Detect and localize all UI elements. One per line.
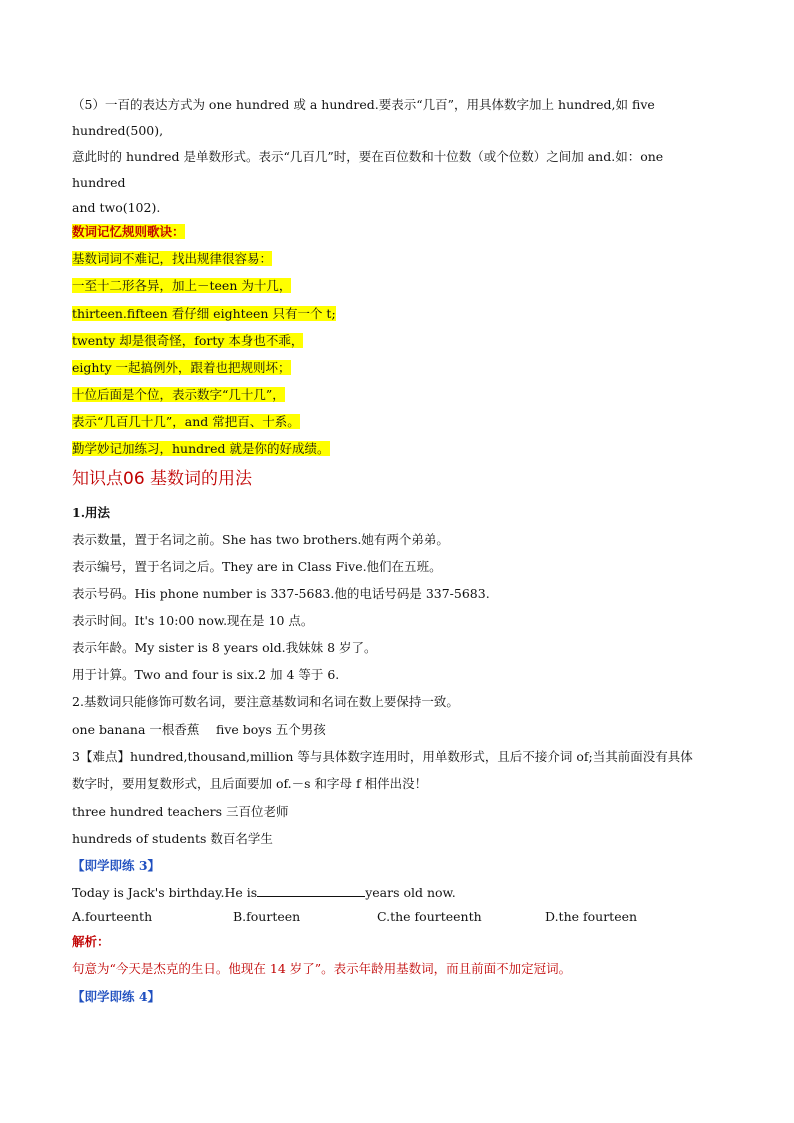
- analysis-label: 解析：: [72, 934, 110, 949]
- mnemonic-line: 一至十二形各异，加上－teen 为十几，: [72, 278, 292, 293]
- usage-rule-3-line2: 数字时，要用复数形式，且后面要加 of.－s 和字母 f 相伴出没！: [72, 776, 428, 791]
- mnemonic-line: 基数词词不难记，找出规律很容易：: [72, 251, 273, 266]
- usage-example-2a: one banana 一根香蕉: [72, 722, 200, 737]
- mnemonic-title: 数词记忆规则歌诀：: [72, 224, 185, 239]
- usage-line: 表示时间。It's 10:00 now.现在是 10 点。: [72, 613, 314, 628]
- mnemonic-line: thirteen.fifteen 看仔细 eighteen 只有一个 t;: [72, 306, 336, 321]
- mnemonic-line: 表示“几百几十几”，and 常把百、十系。: [72, 414, 300, 429]
- usage-line: 用于计算。Two and four is six.2 加 4 等于 6.: [72, 667, 340, 682]
- para5-line1: （5）一百的表达方式为 one hundred 或 a hundred.要表示“几百”，用具体数字加上 hundred,如 five: [72, 97, 655, 112]
- para5-line4: hundred: [72, 175, 126, 190]
- mnemonic-line: 十位后面是个位，表示数字“几十几”，: [72, 387, 285, 402]
- analysis-text: 句意为“今天是杰克的生日。他现在 14 岁了”。表示年龄用基数词，而且前面不加定冠词。: [72, 961, 572, 976]
- mnemonic-line: eighty 一起搞例外，跟着也把规则坏；: [72, 360, 291, 375]
- section-title: 知识点06 基数词的用法: [72, 469, 253, 489]
- practice3-stem-before: Today is Jack's birthday.He is: [72, 885, 258, 900]
- usage-example-2b: five boys 五个男孩: [216, 722, 326, 737]
- answer-blank[interactable]: [257, 884, 365, 897]
- usage-example-3a: three hundred teachers 三百位老师: [72, 804, 289, 819]
- practice3-title: 【即学即练 3】: [72, 858, 161, 873]
- practice3-stem: [72, 884, 456, 902]
- practice3-option-b: B.fourteen: [233, 909, 301, 924]
- mnemonic-line: 勤学妙记加练习，hundred 就是你的好成绩。: [72, 441, 330, 456]
- para5-line5: and two(102).: [72, 200, 161, 215]
- practice3-option-d: D.the fourteen: [545, 909, 638, 924]
- practice3-stem-after: years old now.: [365, 885, 456, 900]
- usage-line: 表示数量，置于名词之前。She has two brothers.她有两个弟弟。: [72, 532, 449, 547]
- para5-line3: 意此时的 hundred 是单数形式。表示“几百几”时，要在百位数和十位数（或个位数）之间加 and.如：one: [72, 149, 664, 164]
- usage-line: 表示号码。His phone number is 337-5683.他的电话号码是 337-5683.: [72, 586, 490, 601]
- usage-line: 表示年龄。My sister is 8 years old.我妹妹 8 岁了。: [72, 640, 377, 655]
- usage-rule-2: 2.基数词只能修饰可数名词，要注意基数词和名词在数上要保持一致。: [72, 694, 459, 709]
- para5-line2: hundred(500),: [72, 123, 164, 138]
- mnemonic-line: twenty 却是很奇怪，forty 本身也不乖，: [72, 333, 304, 348]
- usage-line: 表示编号，置于名词之后。They are in Class Five.他们在五班。: [72, 559, 442, 574]
- usage-heading: 1.用法: [72, 505, 111, 520]
- usage-example-3b: hundreds of students 数百名学生: [72, 831, 273, 846]
- practice3-option-a: A.fourteenth: [72, 909, 153, 924]
- practice4-title: 【即学即练 4】: [72, 989, 161, 1004]
- practice3-option-c: C.the fourteenth: [377, 909, 482, 924]
- usage-rule-3-line1: 3【难点】hundred,thousand,million 等与具体数字连用时，用单数形式，且后不接介词 of;当其前面没有具体: [72, 749, 693, 764]
